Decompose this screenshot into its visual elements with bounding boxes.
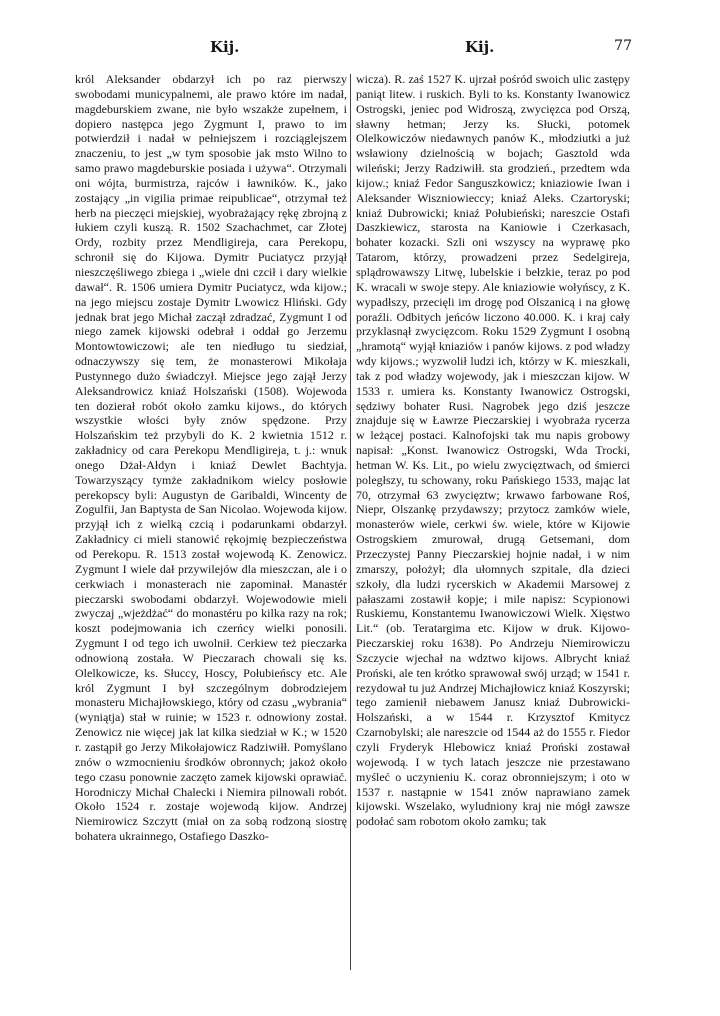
column-right-text: wicza). R. zaś 1527 K. ujrzał pośród swoich ulic zastępy paniąt litew. i ruskich. Byli to ks. Konstanty Iwanowicz Ostrogski, jeniec pod Widroszą, zwycięzca pod Orszą, sławny hetman; Jerzy ks. Słucki, potomek Olelkowiczów niedawnych panów K., młodziutki a już wsławiony dzielnością w bojach; Gasztold wda wileński; Jerzy Radziwiłł. sta grodzień., przedtem wda kijow.; kniaź Fedor Sanguszkowicz; kniaziowie Iwan i Aleksander Wiszniowieccy; kniaź Aleks. Czartoryski; kniaź Dubrowicki; kniaź Połubieński; nareszcie Ostafi Daszkiewicz, starosta na Kaniowie i Czerkasach, bohater kozacki. Szli oni wszyscy na wyprawę pko Tatarom, którzy, prowadzeni przez Sedelgireja, splądrowawszy Litwę, lubelskie i bełzkie, teraz po pod K. wracali w swoje stepy. Ale kniaziowie wołyńscy, z K. wypadłszy, przecięli im drogę pod Olszanicą i na głowę poraźli. Odbitych jeńców liczono 40.000. K. i kraj cały przyklasnął zwycięzcom. Roku 1529 Zygmunt I osobną „hramotą“ wyjął kniaziów i panów kijows. z pod władzy wdy kijows.; wyzwolił ludzi ich, którzy w K. mieszkali, tak z pod władzy wojewody, jak i mieszczan kijow. W 1533 r. umiera ks. Konstanty Iwanowicz Ostrogski, sędziwy bohater Rusi. Nagrobek jego dziś jeszcze znajduje się w Ławrze Pieczarskiej i wyobraża rycerza w leżącej postaci. Kalnofojski tak mu napis grobowy napisał: „Konst. Iwanowicz Ostrogski, Wda Trocki, hetman W. Ks. Lit., po wielu zwycięztwach, od śmierci poległszy, tu schowany, roku Pańskiego 1533, mając lat 70, otrzymał 63 zwycięztw; krwawo farbowane Roś, Niepr, Olszankę przydawszy; przytocz zamków wiele, monasterów wiele, cerkwi św. wiele, które w Kijowie Ostrogskiem zmurował, drugą Getsemani, dom Przeczystej Panny Pieczarskiej hojnie nadał, i w nim zmarszy, położył; dla ułomnych szpitale, dla dzieci szkoły, dla ludzi rycerskich w Akademii Marsowej z pałaszami zostawił kopje; i mile napisz: Scypionowi Ruskiemu, Konstantemu Iwanowiczowi Wielk. Xięstwo Lit.“ (ob. Teratargima etc. Kijow w druk. Kijowo-Pieczarskiej roku 1638). Po Andrzeju Niemirowiczu Szczycie wjechał na wdztwo kijows. Albrycht kniaź Proński, ale ten krótko sprawował swój urząd; w 1541 r. rezydował tu już Andrzej Michajłowicz kniaź Koszyrski; tego zamienił niebawem Janusz kniaź Dubrowicki-Holszański, a w 1544 r. Krzysztof Kmitycz Czarnobylski; ale nareszcie od 1544 aż do 1555 r. Fiedor czyli Fryderyk Hlebowicz kniaź Proński zostawał wojewodą. I w tych latach jeszcze nie przestawano myśleć o uczynieniu K. coraz obronniejszym; i oto w 1537 r. nastąpnie w 1541 znów naprawiano zamek kijowski. Wszelako, wyludniony kraj nie mógł zawsze podołać sam robotom około zamku; tak: [356, 72, 630, 829]
header-left-title: Kij.: [210, 38, 240, 56]
text-column-left: [75, 72, 347, 982]
header-center-title: Kij.: [465, 38, 495, 56]
column-left-text: król Aleksander obdarzył ich po raz pierwszy swobodami municypalnemi, ale prawo które im nadał, magdeburskiem zwane, nie było wszakże zupełnem, i dopiero następca jego Zygmunt I, prawo to im potwierdził i nadał w pełniejszem i rozciąglejszem znaczeniu, to jest „w tym sposobie jak msto Wilno to samo prawo magdeburskie posiada i używa“. Otrzymali oni wójta, burmistrza, rajców i ławników. K., jako zostający „in vigilia primae reipublicae“, otrzymał też herb na pieczęci miejskiej, wyobrażający rękę zbrojną z łukiem czyli kuszą. R. 1502 Szachachmet, car Złotej Ordy, rozbity przez Mendligireja, cara Perekopu, schronił się do Kijowa. Dymitr Puciatycz przyjął nieszczęśliwego zbiega i „wiele dni czcił i dary wielkie dawał“. R. 1506 umiera Dymitr Puciatycz, wda kijow.; na jego miejscu zostaje Dymitr Lwowicz Hliński. Gdy jednak brat jego Michał zaczął zdradzać, Zygmunt I od niego zamek kijowski odebrał i oddał go Jerzemu Montowtowiczowi; ale ten niedługo tu siedział, odnaczywszy się tem, że monasterowi Mikołaja Pustynnego dużo świadczył. Miejsce jego zajął Jerzy Aleksandrowicz kniaź Holszański (1508). Wojewoda ten dozierał robót około zamku kijows., do których wszystkie włości były znów spędzone. Przy Holszańskim też przybyli do K. 2 kwietnia 1512 r. zakładnicy od cara Perekopu Mendligireja, t. j.: wnuk onego Dżał-Ałdyn i kniaź Dewlet Bachtyja. Towarzyszący tymże zakładnikom wielcy posłowie perekopscy byli: Augustyn de Garibaldi, Wincenty de Zogulfii, Jan Baptysta de San Nicolao. Wojewoda kijow. przyjął ich z wielką czcią i podarunkami obdarzył. Zakładnicy ci mieli stanowić rękojmię bezpieczeństwa od Perekopu. R. 1513 został wojewodą K. Zenowicz. Zygmunt I wiele dał przywilejów dla mieszczan, ale i o cerkwiach i monasterach nie zapominał. Manastér pieczarski swobodami obdarzył. Wojewodowie mieli zwyczaj „wjeżdżać“ do monastéru po kilka razy na rok; koszt podejmowania ich czerńcy wielki ponosili. Zygmunt I od tego ich uwolnił. Cerkiew też pieczarka odnowioną została. W Pieczarach chowali się ks. Olelkowicze, ks. Słuccy, Hoscy, Połubieńscy etc. Ale król Zygmunt I był szczególnym dobrodziejem monasteru Michajłowskiego, który od czasu „wybrania“ (wyniątja) stał w ruinie; w 1523 r. odnowiony został. Zenowicz nie więcej jak lat kilka siedział w K.; w 1520 r. zastąpił go Jerzy Mikołajowicz Radziwiłł. Pomyślano znów o wzmocnieniu środków obronnych; jakoż około tego czasu ponownie zaczęto zamek kijowski oprawiać. Horodniczy Michał Chalecki i Niemira pilnowali robót. Około 1524 r. zostaje wojewodą kijow. Andrzej Niemirowicz Szczytt (miał on za sobą rodzoną siostrę bohatera ukrainnego, Ostafiego Daszko-: [75, 72, 347, 844]
page-number: 77: [614, 38, 632, 54]
running-header: [72, 38, 632, 60]
text-column-right: [356, 72, 630, 982]
column-divider: [350, 74, 351, 970]
